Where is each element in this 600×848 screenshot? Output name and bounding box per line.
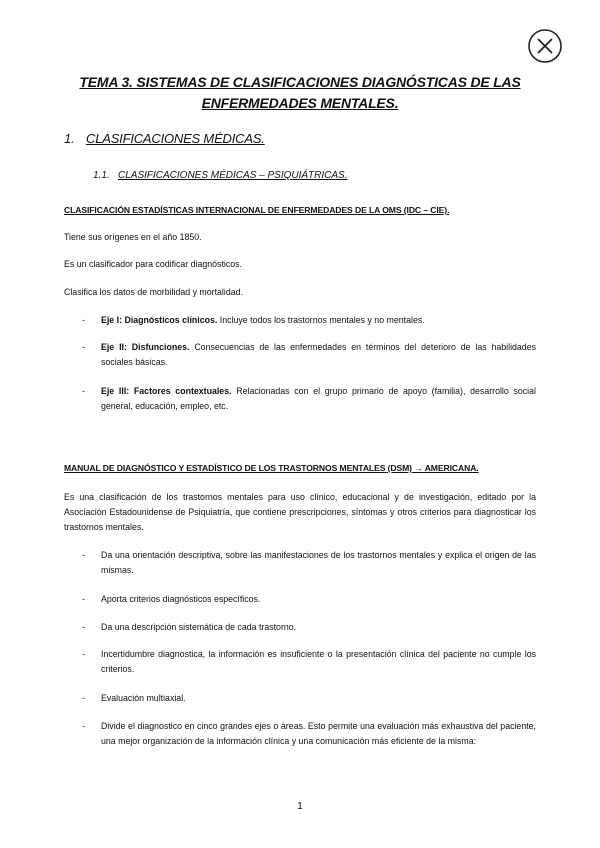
section-heading-cie: CLASIFICACIÓN ESTADÍSTICAS INTERNACIONAL DE ENFERMEDADES DE LA OMS (IDC – CIE).	[64, 205, 450, 215]
section-heading-dsm: MANUAL DE DIAGNÓSTICO Y ESTADÍSTICO DE LOS TRASTORNOS MENTALES (DSM) → AMERICANA.	[64, 463, 479, 473]
list-item-text: Incluye todos los trastornos mentales y no mentales.	[217, 315, 425, 325]
page-number: 1	[297, 801, 303, 812]
list-item: - Divide el diagnostico en cinco grandes ejes o áreas. Esto permite una evaluación más exhaustiva del paciente, una mejor organización de la información clínica y una comunicación más eficiente de la misma:	[64, 719, 536, 749]
list-item: - Eje I: Diagnósticos clínicos. Incluye todos los trastornos mentales y no mentales.	[82, 315, 425, 325]
heading-1-text: CLASIFICACIONES MÉDICAS.	[86, 131, 265, 146]
list-item-bold: Eje III: Factores contextuales.	[101, 386, 232, 396]
list-item: - Eje III: Factores contextuales. Relacionadas con el grupo primario de apoyo (familia), desarrollo social general, educación, empleo, etc.	[82, 386, 536, 411]
list-item-text: Incertidumbre diagnostica, la información es insuficiente o la presentación clínica del paciente no cumple los criterios.	[101, 649, 536, 674]
list-item-text: Consecuencias de las enfermedades en términos del deterioro de las habilidades sociales básicas.	[101, 342, 536, 367]
document-title: TEMA 3. SISTEMAS DE CLASIFICACIONES DIAGNÓSTICAS DE LAS ENFERMEDADES MENTALES.	[79, 74, 521, 111]
heading-1	[64, 131, 265, 146]
list-item-text: Da una orientación descriptiva, sobre las manifestaciones de los trastornos mentales y explica el origen de las mismas.	[101, 550, 536, 575]
list-item: - Evaluación multiaxial.	[64, 691, 536, 706]
list-item-text: Relacionadas con el grupo primario de apoyo (familia), desarrollo social general, educación, empleo, etc.	[101, 386, 536, 411]
heading-2-text: CLASIFICACIONES MÉDICAS – PSIQUIÁTRICAS.	[118, 170, 348, 181]
list-item: - Da una descripción sistemática de cada trastorno.	[64, 620, 536, 635]
heading-2-number: 1.1.	[93, 170, 110, 181]
paragraph: Es una clasificación de los trastornos mentales para uso clínico, educacional y de investigación, editado por la Asociación Estadounidense de Psiquiatría, que contiene prescripciones, síntomas y otros criterios para diagnosticar los trastornos mentales.	[64, 492, 536, 532]
list-item-text: Divide el diagnostico en cinco grandes ejes o áreas. Esto permite una evaluación más exhaustiva del paciente, una mejor organización de la información clínica y una comunicación más eficiente de la misma:	[101, 721, 536, 746]
list-item: - Aporta criterios diagnósticos específicos.	[64, 592, 536, 607]
list-item-text: Evaluación multiaxial.	[101, 693, 186, 703]
list-item-text: Da una descripción sistemática de cada trastorno.	[101, 622, 297, 632]
list-item: - Incertidumbre diagnostica, la información es insuficiente o la presentación clínica del paciente no cumple los criterios.	[64, 647, 536, 677]
paragraph: Tiene sus orígenes en el año 1850.	[64, 232, 202, 242]
list-item-bold: Eje II: Disfunciones.	[101, 342, 190, 352]
close-button[interactable]	[527, 28, 563, 64]
list-item-text: Aporta criterios diagnósticos específicos.	[101, 594, 261, 604]
list-item: - Eje II: Disfunciones. Consecuencias de las enfermedades en términos del deterioro de las habilidades sociales básicas.	[82, 342, 536, 367]
list-item: - Da una orientación descriptiva, sobre las manifestaciones de los trastornos mentales y explica el origen de las mismas.	[64, 548, 536, 578]
paragraph: Clasifica los datos de morbilidad y mortalidad.	[64, 287, 243, 297]
list-item-bold: Eje I: Diagnósticos clínicos.	[101, 315, 218, 325]
paragraph: Es un clasificador para codificar diagnósticos.	[64, 259, 242, 269]
heading-1-number: 1.	[64, 131, 75, 146]
heading-2	[93, 170, 348, 181]
close-icon	[527, 28, 563, 64]
